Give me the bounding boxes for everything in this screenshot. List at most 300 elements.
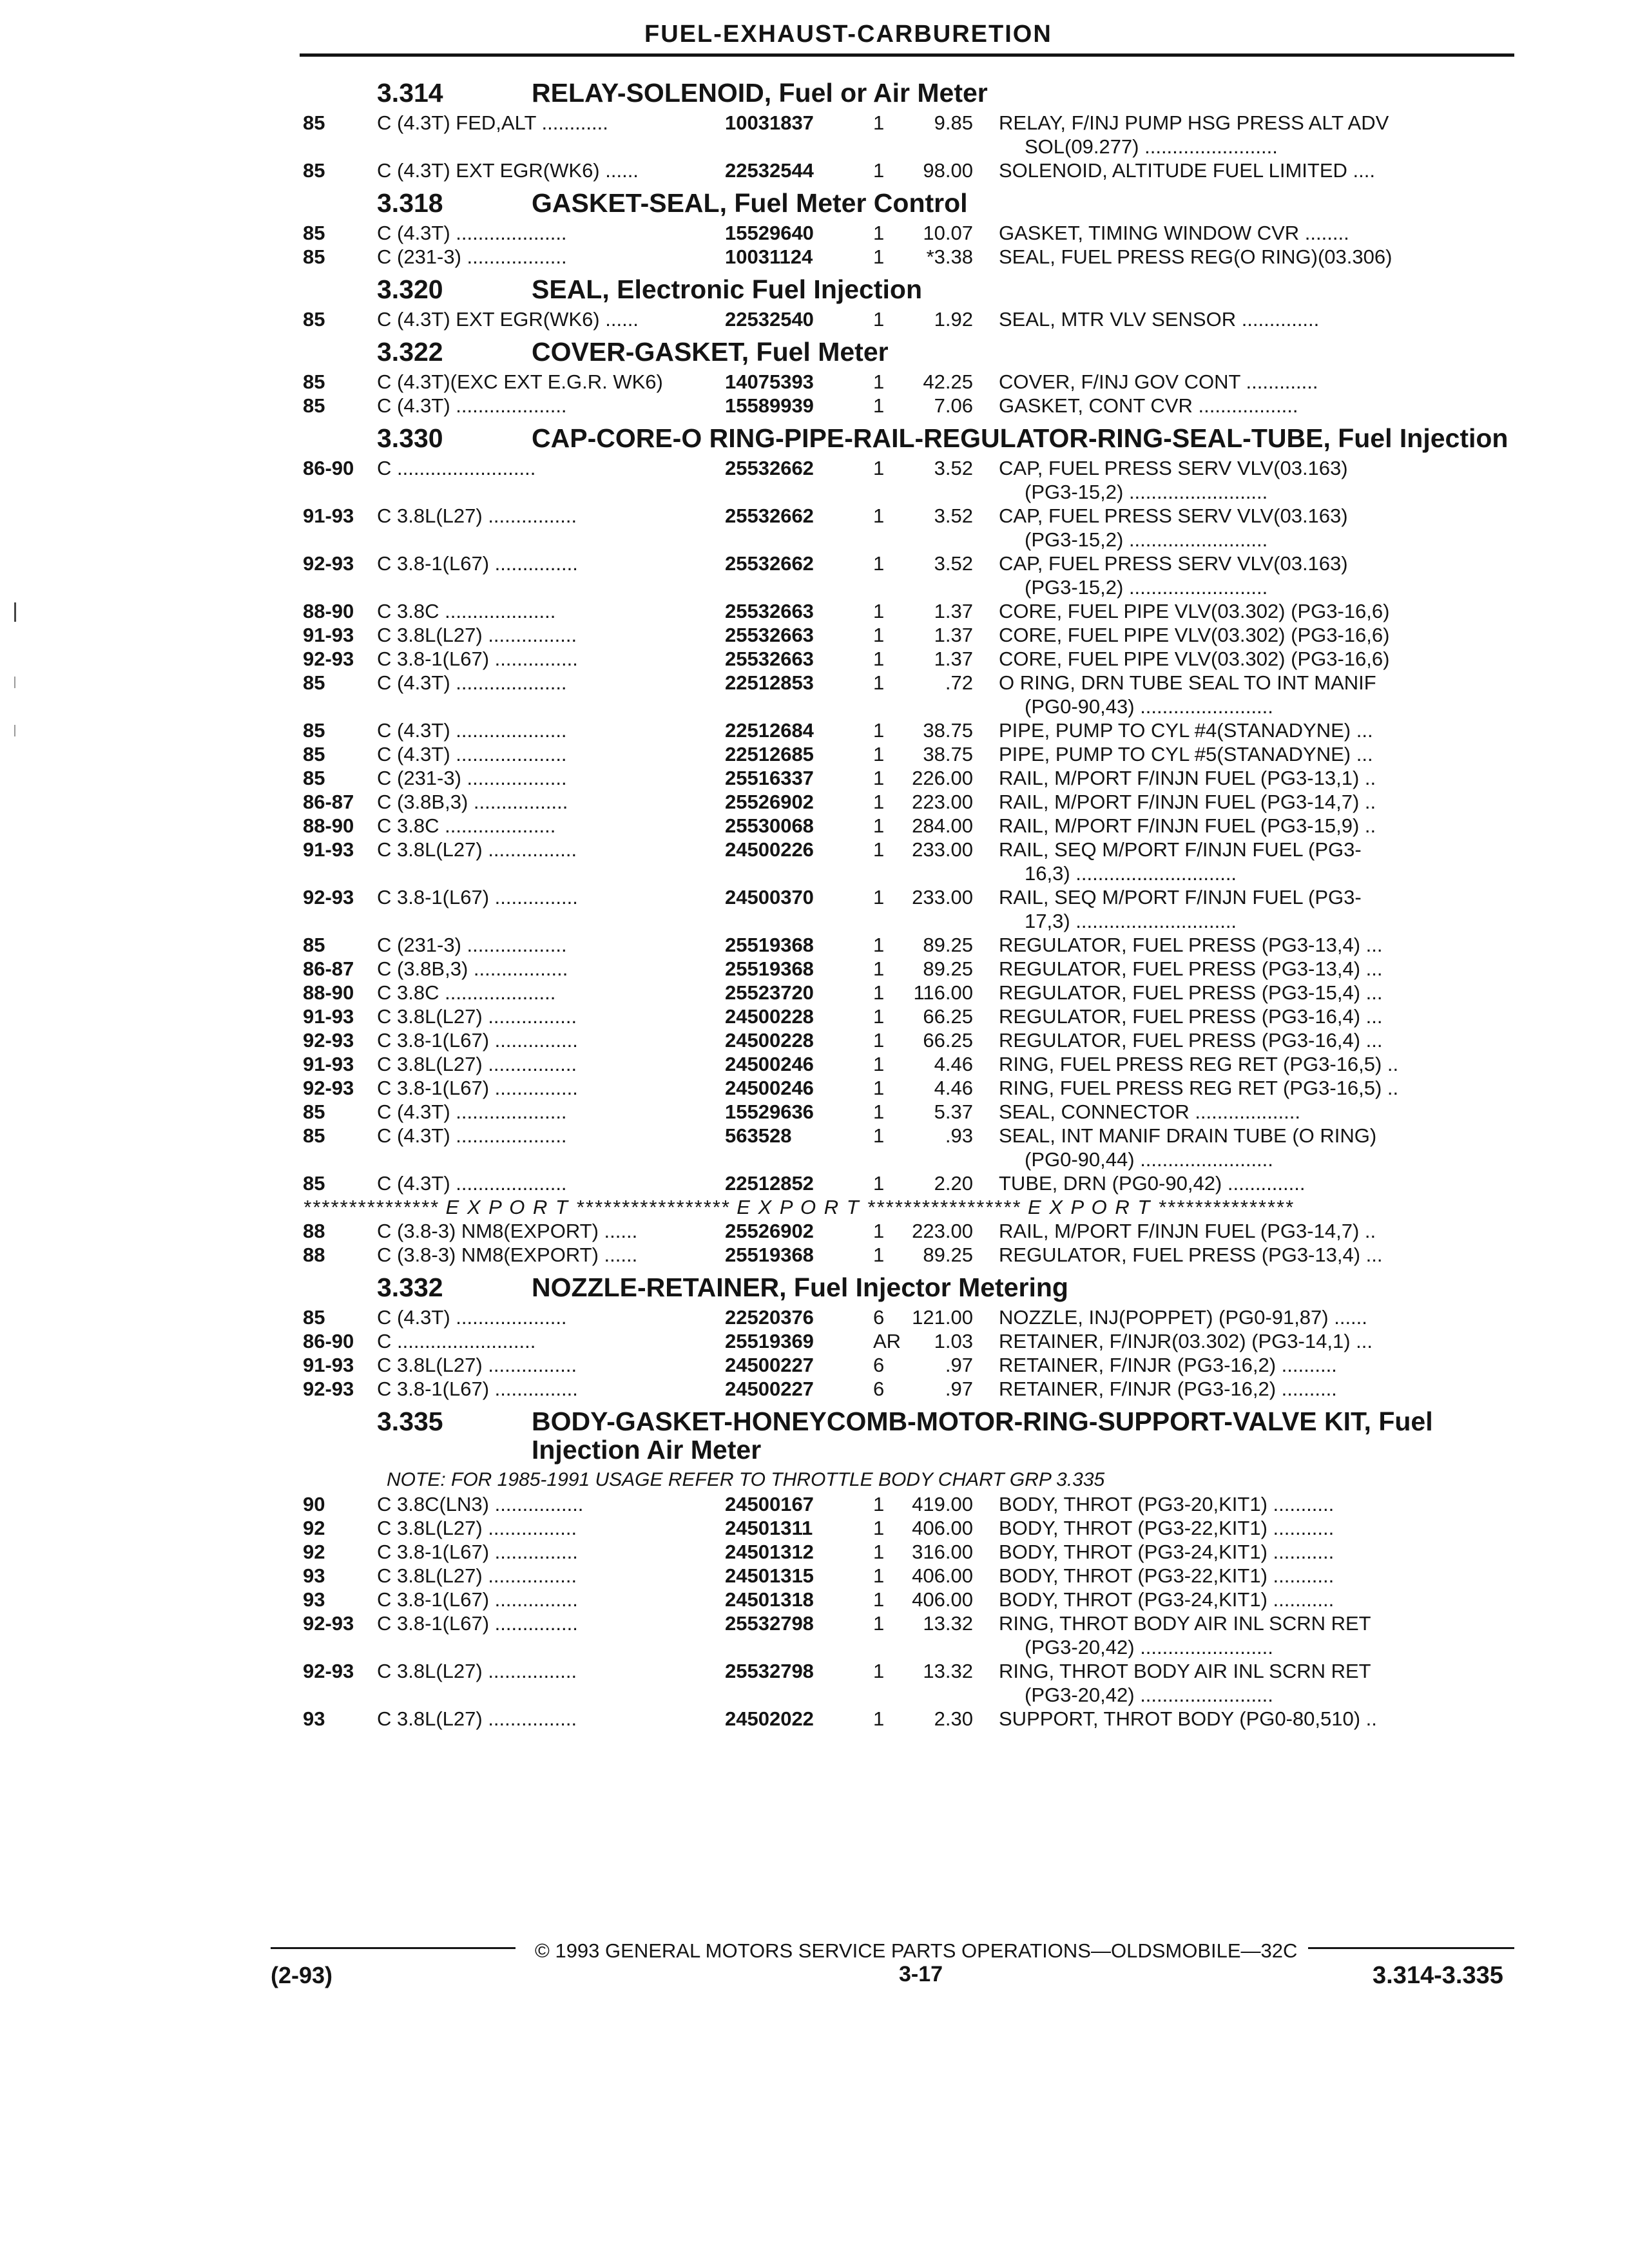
part-number-cell: 24500246 bbox=[725, 1053, 814, 1075]
quantity-cell: 1 bbox=[873, 1541, 885, 1563]
part-number-cell: 15589939 bbox=[725, 394, 814, 417]
margin-mark bbox=[14, 677, 15, 688]
application-cell: C 3.8-1(L67) ............... bbox=[377, 648, 578, 670]
year-cell: 85 bbox=[303, 394, 325, 417]
quantity-cell: 1 bbox=[873, 222, 885, 244]
price-cell: 1.03 bbox=[934, 1330, 973, 1352]
quantity-cell: 1 bbox=[873, 1053, 885, 1075]
part-number-cell: 25532798 bbox=[725, 1660, 814, 1682]
table-row bbox=[303, 814, 1518, 838]
price-cell: 116.00 bbox=[913, 981, 973, 1004]
description-cell: SOLENOID, ALTITUDE FUEL LIMITED .... bbox=[999, 159, 1375, 182]
description-continuation-text: 17,3) ............................. bbox=[1025, 910, 1237, 932]
table-row bbox=[303, 1516, 1518, 1540]
application-cell: C 3.8-1(L67) ............... bbox=[377, 1378, 578, 1400]
description-continuation-text: (PG0-90,43) ........................ bbox=[1025, 695, 1273, 718]
table-row bbox=[303, 552, 1518, 575]
quantity-cell: 1 bbox=[873, 719, 885, 742]
application-cell: C (3.8-3) NM8(EXPORT) ...... bbox=[377, 1244, 638, 1266]
price-cell: 38.75 bbox=[923, 743, 973, 765]
part-number-cell: 24501311 bbox=[725, 1517, 813, 1539]
quantity-cell: 1 bbox=[873, 671, 885, 694]
quantity-cell: 1 bbox=[873, 838, 885, 861]
quantity-cell: 1 bbox=[873, 111, 885, 134]
section-note: NOTE: FOR 1985-1991 USAGE REFER TO THROTTLE BODY CHART GRP 3.335 bbox=[387, 1469, 1105, 1490]
quantity-cell: 1 bbox=[873, 505, 885, 527]
section-title: BODY-GASKET-HONEYCOMB-MOTOR-RING-SUPPORT-VALVE KIT, Fuel Injection Air Meter bbox=[532, 1407, 1433, 1465]
table-row bbox=[303, 742, 1518, 766]
part-number-cell: 25532663 bbox=[725, 624, 814, 646]
year-cell: 85 bbox=[303, 111, 325, 134]
section-3-320 bbox=[303, 275, 1518, 331]
description-continuation bbox=[303, 909, 1518, 933]
price-cell: 3.52 bbox=[934, 505, 973, 527]
part-number-cell: 24500226 bbox=[725, 838, 814, 861]
application-cell: C (3.8-3) NM8(EXPORT) ...... bbox=[377, 1220, 638, 1242]
table-row bbox=[303, 933, 1518, 957]
year-cell: 92-93 bbox=[303, 1660, 354, 1682]
quantity-cell: 1 bbox=[873, 648, 885, 670]
spacer bbox=[303, 528, 1025, 552]
price-cell: 2.20 bbox=[934, 1172, 973, 1195]
price-cell: 13.32 bbox=[923, 1612, 973, 1635]
description-cell: REGULATOR, FUEL PRESS (PG3-13,4) ... bbox=[999, 1244, 1383, 1266]
application-cell: C 3.8C .................... bbox=[377, 814, 556, 837]
section-number: 3.332 bbox=[377, 1273, 443, 1302]
year-cell: 85 bbox=[303, 671, 325, 694]
application-cell: C 3.8L(L27) ................ bbox=[377, 1707, 577, 1730]
section-heading bbox=[303, 275, 1518, 303]
part-number-cell: 24500227 bbox=[725, 1378, 814, 1400]
quantity-cell: 1 bbox=[873, 624, 885, 646]
application-cell: C (4.3T) .................... bbox=[377, 394, 567, 417]
section-3-318 bbox=[303, 189, 1518, 269]
year-cell: 85 bbox=[303, 1100, 325, 1123]
quantity-cell: 1 bbox=[873, 1707, 885, 1730]
section-3-314 bbox=[303, 79, 1518, 182]
application-cell: C 3.8-1(L67) ............... bbox=[377, 552, 578, 575]
table-row bbox=[303, 1124, 1518, 1148]
part-number-cell: 25526902 bbox=[725, 1220, 814, 1242]
table-row bbox=[303, 221, 1518, 245]
section-3-322 bbox=[303, 338, 1518, 418]
year-cell: 85 bbox=[303, 934, 325, 956]
price-cell: 4.46 bbox=[934, 1077, 973, 1099]
section-heading bbox=[303, 1273, 1518, 1302]
description-cell: PIPE, PUMP TO CYL #5(STANADYNE) ... bbox=[999, 743, 1373, 765]
table-row bbox=[303, 456, 1518, 480]
table-row bbox=[303, 1377, 1518, 1401]
part-number-cell: 25532662 bbox=[725, 505, 814, 527]
description-continuation bbox=[303, 528, 1518, 552]
part-number-cell: 24501312 bbox=[725, 1541, 814, 1563]
price-cell: 2.30 bbox=[934, 1707, 973, 1730]
part-number-cell: 10031837 bbox=[725, 111, 814, 134]
price-cell: 233.00 bbox=[912, 838, 973, 861]
quantity-cell: 1 bbox=[873, 1029, 885, 1052]
part-number-cell: 25516337 bbox=[725, 767, 814, 789]
footer-section-range: 3.314-3.335 bbox=[1373, 1962, 1503, 1989]
description-cell: CORE, FUEL PIPE VLV(03.302) (PG3-16,6) bbox=[999, 600, 1390, 622]
quantity-cell: 6 bbox=[873, 1378, 885, 1400]
description-cell: NOZZLE, INJ(POPPET) (PG0-91,87) ...... bbox=[999, 1306, 1367, 1329]
application-cell: C (4.3T) EXT EGR(WK6) ...... bbox=[377, 159, 639, 182]
part-number-cell: 22512685 bbox=[725, 743, 814, 765]
section-number: 3.335 bbox=[377, 1407, 443, 1436]
part-number-cell: 24501318 bbox=[725, 1588, 814, 1611]
table-row bbox=[303, 504, 1518, 528]
part-number-cell: 10031124 bbox=[725, 245, 813, 268]
quantity-cell: 1 bbox=[873, 600, 885, 622]
price-cell: 66.25 bbox=[923, 1029, 973, 1052]
application-cell: C (4.3T) .................... bbox=[377, 222, 567, 244]
part-number-cell: 25532663 bbox=[725, 648, 814, 670]
year-cell: 91-93 bbox=[303, 1354, 354, 1376]
price-cell: 10.07 bbox=[923, 222, 973, 244]
application-cell: C 3.8L(L27) ................ bbox=[377, 838, 577, 861]
description-cell: SUPPORT, THROT BODY (PG0-80,510) .. bbox=[999, 1707, 1377, 1730]
price-cell: 406.00 bbox=[912, 1564, 973, 1587]
price-cell: 89.25 bbox=[923, 934, 973, 956]
application-cell: C (4.3T) .................... bbox=[377, 1124, 567, 1147]
description-cell: CORE, FUEL PIPE VLV(03.302) (PG3-16,6) bbox=[999, 648, 1390, 670]
table-row bbox=[303, 790, 1518, 814]
table-row bbox=[303, 766, 1518, 790]
quantity-cell: 1 bbox=[873, 394, 885, 417]
table-row bbox=[303, 394, 1518, 418]
description-cell: REGULATOR, FUEL PRESS (PG3-15,4) ... bbox=[999, 981, 1383, 1004]
price-cell: 13.32 bbox=[923, 1660, 973, 1682]
table-row bbox=[303, 1353, 1518, 1377]
table-row bbox=[303, 1329, 1518, 1353]
part-number-cell: 22512853 bbox=[725, 671, 814, 694]
table-row bbox=[303, 838, 1518, 861]
price-cell: 223.00 bbox=[912, 1220, 973, 1242]
price-cell: 284.00 bbox=[912, 814, 973, 837]
part-number-cell: 22520376 bbox=[725, 1306, 814, 1329]
section-heading bbox=[303, 79, 1518, 107]
table-row bbox=[303, 1659, 1518, 1683]
application-cell: C (4.3T) .................... bbox=[377, 671, 567, 694]
quantity-cell: 1 bbox=[873, 814, 885, 837]
year-cell: 92 bbox=[303, 1541, 325, 1563]
year-cell: 85 bbox=[303, 719, 325, 742]
price-cell: 4.46 bbox=[934, 1053, 973, 1075]
quantity-cell: 1 bbox=[873, 1660, 885, 1682]
quantity-cell: 1 bbox=[873, 1124, 885, 1147]
price-cell: 121.00 bbox=[912, 1306, 973, 1329]
section-title: RELAY-SOLENOID, Fuel or Air Meter bbox=[532, 78, 988, 108]
price-cell: 406.00 bbox=[912, 1517, 973, 1539]
description-continuation bbox=[303, 480, 1518, 504]
price-cell: 1.37 bbox=[934, 624, 973, 646]
year-cell: 85 bbox=[303, 222, 325, 244]
description-continuation bbox=[303, 1635, 1518, 1659]
description-continuation-text: (PG3-15,2) ......................... bbox=[1025, 576, 1268, 599]
year-cell: 86-87 bbox=[303, 791, 354, 813]
year-cell: 92-93 bbox=[303, 648, 354, 670]
application-cell: C (3.8B,3) ................. bbox=[377, 791, 568, 813]
spacer bbox=[303, 480, 1025, 504]
quantity-cell: 1 bbox=[873, 1100, 885, 1123]
footer-date: (2-93) bbox=[271, 1962, 333, 1988]
price-cell: 223.00 bbox=[912, 791, 973, 813]
part-number-cell: 22532544 bbox=[725, 159, 814, 182]
quantity-cell: 1 bbox=[873, 1564, 885, 1587]
application-cell: C 3.8L(L27) ................ bbox=[377, 1564, 577, 1587]
application-cell: C (4.3T) FED,ALT ............ bbox=[377, 111, 608, 134]
quantity-cell: 1 bbox=[873, 791, 885, 813]
year-cell: 92-93 bbox=[303, 1612, 354, 1635]
description-cell: REGULATOR, FUEL PRESS (PG3-16,4) ... bbox=[999, 1029, 1383, 1052]
part-number-cell: 24500167 bbox=[725, 1493, 814, 1515]
part-number-cell: 22532540 bbox=[725, 308, 814, 331]
section-heading bbox=[303, 424, 1518, 452]
description-continuation-text: 16,3) ............................. bbox=[1025, 862, 1237, 885]
part-number-cell: 25532662 bbox=[725, 552, 814, 575]
price-cell: 226.00 bbox=[912, 767, 973, 789]
application-cell: C (3.8B,3) ................. bbox=[377, 957, 568, 980]
description-continuation bbox=[303, 135, 1518, 159]
year-cell: 91-93 bbox=[303, 624, 354, 646]
description-continuation bbox=[303, 1148, 1518, 1171]
application-cell: C (231-3) .................. bbox=[377, 767, 567, 789]
table-row bbox=[303, 159, 1518, 182]
description-cell: RETAINER, F/INJR(03.302) (PG3-14,1) ... bbox=[999, 1330, 1373, 1352]
description-cell: REGULATOR, FUEL PRESS (PG3-13,4) ... bbox=[999, 934, 1383, 956]
application-cell: C (4.3T)(EXC EXT E.G.R. WK6) bbox=[377, 370, 663, 393]
part-number-cell: 22512684 bbox=[725, 719, 814, 742]
year-cell: 92-93 bbox=[303, 1029, 354, 1052]
price-cell: 89.25 bbox=[923, 957, 973, 980]
price-cell: 5.37 bbox=[934, 1100, 973, 1123]
table-row bbox=[303, 647, 1518, 671]
footer-rule-left bbox=[271, 1947, 516, 1949]
description-cell: CAP, FUEL PRESS SERV VLV(03.163) bbox=[999, 505, 1348, 527]
table-row bbox=[303, 1707, 1518, 1731]
footer-rule-right bbox=[1308, 1947, 1514, 1949]
section-title: GASKET-SEAL, Fuel Meter Control bbox=[532, 188, 968, 218]
table-row bbox=[303, 1564, 1518, 1588]
table-row bbox=[303, 1052, 1518, 1076]
section-number: 3.330 bbox=[377, 423, 443, 453]
section-3-332 bbox=[303, 1273, 1518, 1401]
table-row bbox=[303, 1004, 1518, 1028]
year-cell: 92 bbox=[303, 1517, 325, 1539]
export-divider: *************** E X P O R T ***************** E X P O R T ***************** E X P O R T *************** bbox=[303, 1196, 1294, 1218]
application-cell: C (4.3T) EXT EGR(WK6) ...... bbox=[377, 308, 639, 331]
price-cell: 38.75 bbox=[923, 719, 973, 742]
year-cell: 85 bbox=[303, 245, 325, 268]
section-title: NOZZLE-RETAINER, Fuel Injector Metering bbox=[532, 1273, 1068, 1302]
price-cell: 3.52 bbox=[934, 457, 973, 479]
description-cell: RAIL, SEQ M/PORT F/INJN FUEL (PG3- bbox=[999, 886, 1362, 908]
margin-mark bbox=[14, 725, 15, 736]
description-continuation-text: (PG3-15,2) ......................... bbox=[1025, 528, 1268, 551]
year-cell: 86-90 bbox=[303, 1330, 354, 1352]
part-number-cell: 25519369 bbox=[725, 1330, 814, 1352]
spacer bbox=[303, 575, 1025, 599]
spacer bbox=[303, 135, 1025, 159]
description-continuation bbox=[303, 575, 1518, 599]
quantity-cell: 1 bbox=[873, 370, 885, 393]
description-continuation bbox=[303, 1683, 1518, 1707]
description-cell: RAIL, SEQ M/PORT F/INJN FUEL (PG3- bbox=[999, 838, 1362, 861]
spacer bbox=[303, 909, 1025, 933]
application-cell: C (4.3T) .................... bbox=[377, 743, 567, 765]
quantity-cell: 1 bbox=[873, 1077, 885, 1099]
price-cell: 7.06 bbox=[934, 394, 973, 417]
quantity-cell: 1 bbox=[873, 159, 885, 182]
year-cell: 88-90 bbox=[303, 600, 354, 622]
year-cell: 92-93 bbox=[303, 1378, 354, 1400]
quantity-cell: 1 bbox=[873, 245, 885, 268]
year-cell: 88-90 bbox=[303, 814, 354, 837]
part-number-cell: 25532662 bbox=[725, 457, 814, 479]
section-number: 3.314 bbox=[377, 78, 443, 108]
application-cell: C 3.8-1(L67) ............... bbox=[377, 886, 578, 908]
spacer bbox=[303, 1635, 1025, 1659]
year-cell: 85 bbox=[303, 767, 325, 789]
parts-listing bbox=[303, 72, 1518, 1731]
part-number-cell: 25530068 bbox=[725, 814, 814, 837]
quantity-cell: 1 bbox=[873, 1493, 885, 1515]
price-cell: 42.25 bbox=[923, 370, 973, 393]
description-cell: PIPE, PUMP TO CYL #4(STANADYNE) ... bbox=[999, 719, 1373, 742]
year-cell: 93 bbox=[303, 1707, 325, 1730]
footer-page-number: 3-17 bbox=[899, 1962, 943, 1986]
year-cell: 86-90 bbox=[303, 457, 354, 479]
application-cell: C 3.8-1(L67) ............... bbox=[377, 1541, 578, 1563]
section-heading bbox=[303, 1407, 1518, 1464]
description-cell: RELAY, F/INJ PUMP HSG PRESS ALT ADV bbox=[999, 111, 1389, 134]
quantity-cell: 1 bbox=[873, 1517, 885, 1539]
spacer bbox=[303, 695, 1025, 718]
quantity-cell: 1 bbox=[873, 552, 885, 575]
quantity-cell: 1 bbox=[873, 1588, 885, 1611]
quantity-cell: 1 bbox=[873, 457, 885, 479]
description-cell: CAP, FUEL PRESS SERV VLV(03.163) bbox=[999, 457, 1348, 479]
year-cell: 91-93 bbox=[303, 838, 354, 861]
description-cell: RETAINER, F/INJR (PG3-16,2) .......... bbox=[999, 1354, 1337, 1376]
part-number-cell: 24500246 bbox=[725, 1077, 814, 1099]
price-cell: 1.37 bbox=[934, 600, 973, 622]
footer-copyright: © 1993 GENERAL MOTORS SERVICE PARTS OPERATIONS—OLDSMOBILE—32C bbox=[535, 1939, 1298, 1962]
price-cell: 3.52 bbox=[934, 552, 973, 575]
quantity-cell: 1 bbox=[873, 1172, 885, 1195]
application-cell: C 3.8C .................... bbox=[377, 981, 556, 1004]
description-continuation-text: SOL(09.277) ........................ bbox=[1025, 135, 1278, 158]
header-rule bbox=[300, 53, 1514, 57]
year-cell: 91-93 bbox=[303, 505, 354, 527]
part-number-cell: 24500228 bbox=[725, 1005, 814, 1028]
section-title: COVER-GASKET, Fuel Meter bbox=[532, 337, 889, 367]
table-row bbox=[303, 885, 1518, 909]
spacer bbox=[303, 1148, 1025, 1171]
description-cell: GASKET, TIMING WINDOW CVR ........ bbox=[999, 222, 1349, 244]
part-number-cell: 22512852 bbox=[725, 1172, 814, 1195]
part-number-cell: 25526902 bbox=[725, 791, 814, 813]
quantity-cell: 1 bbox=[873, 767, 885, 789]
spacer bbox=[303, 1683, 1025, 1707]
table-row bbox=[303, 111, 1518, 135]
application-cell: C 3.8-1(L67) ............... bbox=[377, 1588, 578, 1611]
year-cell: 92-93 bbox=[303, 552, 354, 575]
quantity-cell: 1 bbox=[873, 1612, 885, 1635]
price-cell: .93 bbox=[945, 1124, 973, 1147]
year-cell: 91-93 bbox=[303, 1005, 354, 1028]
description-continuation bbox=[303, 861, 1518, 885]
margin-mark bbox=[14, 602, 16, 622]
section-number: 3.318 bbox=[377, 188, 443, 218]
description-cell: RAIL, M/PORT F/INJN FUEL (PG3-13,1) .. bbox=[999, 767, 1376, 789]
quantity-cell: 1 bbox=[873, 743, 885, 765]
year-cell: 85 bbox=[303, 1306, 325, 1329]
price-cell: .97 bbox=[945, 1378, 973, 1400]
year-cell: 85 bbox=[303, 370, 325, 393]
application-cell: C (4.3T) .................... bbox=[377, 1100, 567, 1123]
quantity-cell: 1 bbox=[873, 1220, 885, 1242]
description-cell: SEAL, CONNECTOR ................... bbox=[999, 1100, 1300, 1123]
section-3-330 bbox=[303, 424, 1518, 1267]
description-cell: O RING, DRN TUBE SEAL TO INT MANIF bbox=[999, 671, 1376, 694]
application-cell: C 3.8-1(L67) ............... bbox=[377, 1077, 578, 1099]
year-cell: 93 bbox=[303, 1588, 325, 1611]
quantity-cell: 1 bbox=[873, 981, 885, 1004]
table-row bbox=[303, 599, 1518, 623]
description-continuation-text: (PG3-20,42) ........................ bbox=[1025, 1684, 1273, 1706]
table-row bbox=[303, 1171, 1518, 1195]
quantity-cell: 1 bbox=[873, 1244, 885, 1266]
description-cell: BODY, THROT (PG3-24,KIT1) ........... bbox=[999, 1588, 1335, 1611]
part-number-cell: 24500228 bbox=[725, 1029, 814, 1052]
part-number-cell: 563528 bbox=[725, 1124, 792, 1147]
quantity-cell: 1 bbox=[873, 1005, 885, 1028]
section-title: SEAL, Electronic Fuel Injection bbox=[532, 274, 922, 304]
quantity-cell: 1 bbox=[873, 308, 885, 331]
part-number-cell: 15529640 bbox=[725, 222, 814, 244]
section-number: 3.320 bbox=[377, 274, 443, 304]
table-row bbox=[303, 1076, 1518, 1100]
quantity-cell: 6 bbox=[873, 1354, 885, 1376]
section-title: CAP-CORE-O RING-PIPE-RAIL-REGULATOR-RING-SEAL-TUBE, Fuel Injection bbox=[532, 423, 1509, 453]
year-cell: 85 bbox=[303, 159, 325, 182]
part-number-cell: 24501315 bbox=[725, 1564, 814, 1587]
application-cell: C (4.3T) .................... bbox=[377, 1306, 567, 1329]
part-number-cell: 24500370 bbox=[725, 886, 814, 908]
table-row bbox=[303, 1611, 1518, 1635]
section-3-335 bbox=[303, 1407, 1518, 1731]
application-cell: C 3.8-1(L67) ............... bbox=[377, 1029, 578, 1052]
year-cell: 85 bbox=[303, 1124, 325, 1147]
part-number-cell: 25532798 bbox=[725, 1612, 814, 1635]
description-cell: GASKET, CONT CVR .................. bbox=[999, 394, 1298, 417]
table-row bbox=[303, 718, 1518, 742]
price-cell: 1.92 bbox=[934, 308, 973, 331]
description-cell: REGULATOR, FUEL PRESS (PG3-16,4) ... bbox=[999, 1005, 1383, 1028]
description-continuation bbox=[303, 695, 1518, 718]
price-cell: 98.00 bbox=[923, 159, 973, 182]
description-cell: BODY, THROT (PG3-22,KIT1) ........... bbox=[999, 1517, 1335, 1539]
description-cell: RING, THROT BODY AIR INL SCRN RET bbox=[999, 1660, 1371, 1682]
application-cell: C 3.8L(L27) ................ bbox=[377, 505, 577, 527]
table-row bbox=[303, 1243, 1518, 1267]
description-continuation-text: (PG3-20,42) ........................ bbox=[1025, 1636, 1273, 1658]
application-cell: C ......................... bbox=[377, 1330, 536, 1352]
description-cell: REGULATOR, FUEL PRESS (PG3-13,4) ... bbox=[999, 957, 1383, 980]
table-row bbox=[303, 671, 1518, 695]
section-heading bbox=[303, 338, 1518, 366]
